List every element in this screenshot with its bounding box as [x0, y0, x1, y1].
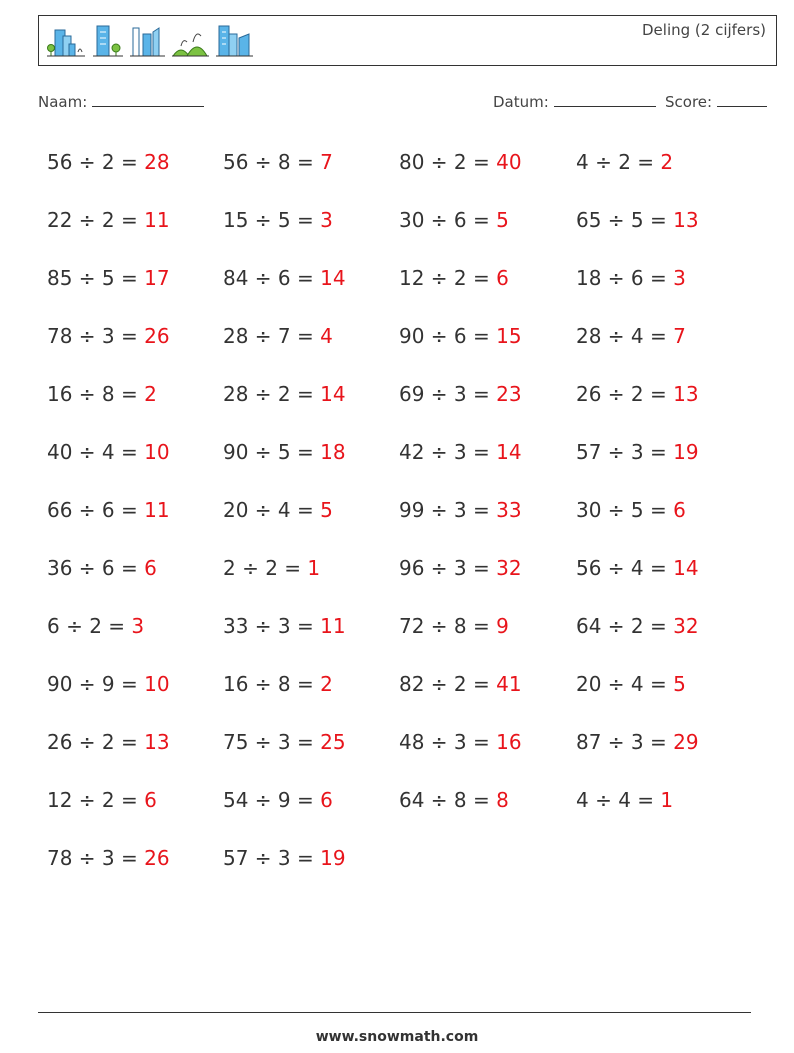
problem-question: 4 ÷ 2 = [576, 150, 661, 174]
problem-answer: 13 [673, 382, 699, 406]
problem-row [47, 140, 767, 198]
score-label: Score: [665, 93, 713, 111]
worksheet-title: Deling (2 cijfers) [642, 21, 766, 39]
problem-answer: 14 [496, 440, 522, 464]
problem-answer: 3 [320, 208, 333, 232]
skyscrapers-icon [129, 22, 167, 58]
division-problem [399, 198, 509, 242]
problem-answer: 14 [673, 556, 699, 580]
division-problem [47, 836, 170, 880]
problem-answer: 23 [496, 382, 522, 406]
division-problem [223, 488, 333, 532]
division-problem [399, 604, 509, 648]
division-problem [399, 256, 509, 300]
problem-answer: 10 [144, 672, 170, 696]
problem-answer: 13 [144, 730, 170, 754]
problem-answer: 10 [144, 440, 170, 464]
hills-trees-icon [171, 22, 211, 58]
problem-question: 85 ÷ 5 = [47, 266, 145, 290]
problem-question: 30 ÷ 6 = [399, 208, 497, 232]
division-problem [576, 372, 699, 416]
division-problem [399, 140, 522, 184]
division-problem [576, 778, 673, 822]
problem-answer: 32 [673, 614, 699, 638]
problem-answer: 6 [320, 788, 333, 812]
score-blank[interactable] [717, 92, 767, 107]
problem-question: 42 ÷ 3 = [399, 440, 497, 464]
problem-question: 28 ÷ 7 = [223, 324, 321, 348]
problem-answer: 4 [320, 324, 333, 348]
division-problem [223, 662, 333, 706]
problem-question: 26 ÷ 2 = [47, 730, 145, 754]
division-problem [576, 140, 673, 184]
division-problem [47, 778, 157, 822]
division-problem [399, 720, 522, 764]
problem-question: 16 ÷ 8 = [223, 672, 321, 696]
problem-answer: 2 [144, 382, 157, 406]
division-problem [47, 662, 170, 706]
division-problem [576, 604, 699, 648]
division-problem [399, 662, 522, 706]
problem-grid [47, 140, 767, 894]
problem-question: 82 ÷ 2 = [399, 672, 497, 696]
problem-question: 48 ÷ 3 = [399, 730, 497, 754]
division-problem [47, 430, 170, 474]
problem-answer: 6 [144, 788, 157, 812]
division-problem [47, 256, 170, 300]
problem-question: 16 ÷ 8 = [47, 382, 145, 406]
division-problem [223, 198, 333, 242]
problem-answer: 28 [144, 150, 170, 174]
problem-answer: 7 [673, 324, 686, 348]
problem-answer: 6 [673, 498, 686, 522]
division-problem [47, 372, 157, 416]
problem-question: 36 ÷ 6 = [47, 556, 145, 580]
problem-question: 78 ÷ 3 = [47, 846, 145, 870]
date-blank[interactable] [554, 92, 656, 107]
problem-question: 65 ÷ 5 = [576, 208, 674, 232]
footer-divider [38, 1012, 751, 1013]
problem-question: 12 ÷ 2 = [399, 266, 497, 290]
problem-question: 57 ÷ 3 = [576, 440, 674, 464]
office-towers-icon [215, 22, 255, 58]
problem-row [47, 198, 767, 256]
problem-answer: 11 [144, 208, 170, 232]
division-problem [223, 372, 346, 416]
problem-question: 90 ÷ 6 = [399, 324, 497, 348]
division-problem [223, 430, 346, 474]
problem-row [47, 720, 767, 778]
problem-question: 72 ÷ 8 = [399, 614, 497, 638]
problem-answer: 3 [131, 614, 145, 638]
problem-answer: 9 [496, 614, 509, 638]
problem-question: 64 ÷ 2 = [576, 614, 674, 638]
problem-question: 2 ÷ 2 = [223, 556, 308, 580]
problem-question: 28 ÷ 2 = [223, 382, 321, 406]
problem-row [47, 604, 767, 662]
problem-row [47, 662, 767, 720]
score-field[interactable] [665, 92, 767, 111]
problem-question: 56 ÷ 4 = [576, 556, 674, 580]
problem-question: 20 ÷ 4 = [576, 672, 674, 696]
problem-question: 30 ÷ 5 = [576, 498, 674, 522]
division-problem [576, 662, 686, 706]
problem-question: 12 ÷ 2 = [47, 788, 145, 812]
division-problem [47, 488, 170, 532]
city-buildings-icon [45, 22, 87, 58]
problem-question: 6 ÷ 2 = [47, 614, 132, 638]
problem-answer: 18 [320, 440, 346, 464]
division-problem [399, 546, 522, 590]
problem-row [47, 256, 767, 314]
problem-answer: 6 [496, 266, 509, 290]
problem-answer: 32 [496, 556, 522, 580]
division-problem [576, 314, 686, 358]
problem-question: 78 ÷ 3 = [47, 324, 145, 348]
problem-question: 18 ÷ 6 = [576, 266, 674, 290]
problem-answer: 19 [320, 846, 346, 870]
problem-question: 56 ÷ 8 = [223, 150, 321, 174]
division-problem [576, 430, 699, 474]
division-problem [576, 256, 686, 300]
problem-row [47, 778, 767, 836]
division-problem [47, 198, 170, 242]
problem-question: 22 ÷ 2 = [47, 208, 145, 232]
division-problem [47, 720, 170, 764]
division-problem [576, 720, 699, 764]
division-problem [223, 836, 346, 880]
problem-answer: 17 [144, 266, 170, 290]
problem-answer: 1 [660, 788, 674, 812]
problem-answer: 33 [496, 498, 522, 522]
problem-row [47, 314, 767, 372]
problem-question: 90 ÷ 5 = [223, 440, 321, 464]
problem-answer: 26 [144, 846, 170, 870]
problem-answer: 40 [496, 150, 522, 174]
problem-row [47, 488, 767, 546]
problem-answer: 5 [496, 208, 509, 232]
problem-question: 40 ÷ 4 = [47, 440, 145, 464]
division-problem [223, 720, 346, 764]
division-problem [399, 314, 522, 358]
problem-answer: 3 [673, 266, 686, 290]
division-problem [223, 314, 333, 358]
problem-question: 33 ÷ 3 = [223, 614, 321, 638]
problem-answer: 11 [144, 498, 170, 522]
problem-row [47, 430, 767, 488]
problem-question: 66 ÷ 6 = [47, 498, 145, 522]
problem-question: 75 ÷ 3 = [223, 730, 321, 754]
header-icons [45, 22, 259, 58]
problem-answer: 14 [320, 266, 346, 290]
tower-tree-icon [91, 22, 125, 58]
problem-answer: 13 [673, 208, 699, 232]
problem-answer: 41 [496, 672, 522, 696]
problem-question: 54 ÷ 9 = [223, 788, 321, 812]
problem-answer: 26 [144, 324, 170, 348]
problem-answer: 25 [320, 730, 346, 754]
problem-answer: 7 [320, 150, 333, 174]
division-problem [399, 778, 509, 822]
date-label: Datum: [493, 93, 549, 111]
division-problem [223, 604, 346, 648]
division-problem [399, 372, 522, 416]
problem-question: 56 ÷ 2 = [47, 150, 145, 174]
problem-answer: 2 [660, 150, 674, 174]
problem-question: 80 ÷ 2 = [399, 150, 497, 174]
problem-question: 20 ÷ 4 = [223, 498, 321, 522]
problem-answer: 29 [673, 730, 699, 754]
problem-row [47, 836, 767, 894]
problem-answer: 5 [320, 498, 333, 522]
division-problem [47, 314, 170, 358]
date-field[interactable] [493, 92, 656, 111]
problem-answer: 5 [673, 672, 686, 696]
division-problem [576, 546, 699, 590]
problem-answer: 11 [320, 614, 346, 638]
division-problem [399, 430, 522, 474]
footer-url: www.snowmath.com [315, 1029, 479, 1045]
problem-question: 90 ÷ 9 = [47, 672, 145, 696]
problem-question: 15 ÷ 5 = [223, 208, 321, 232]
problem-question: 57 ÷ 3 = [223, 846, 321, 870]
name-field[interactable] [38, 92, 204, 111]
division-problem [576, 198, 699, 242]
division-problem [47, 604, 144, 648]
division-problem [47, 140, 170, 184]
problem-answer: 6 [144, 556, 157, 580]
problem-row [47, 372, 767, 430]
name-blank[interactable] [92, 92, 204, 107]
problem-question: 96 ÷ 3 = [399, 556, 497, 580]
division-problem [223, 140, 333, 184]
division-problem [399, 488, 522, 532]
problem-answer: 16 [496, 730, 522, 754]
division-problem [223, 256, 346, 300]
problem-question: 84 ÷ 6 = [223, 266, 321, 290]
problem-answer: 19 [673, 440, 699, 464]
problem-question: 4 ÷ 4 = [576, 788, 661, 812]
worksheet-header [38, 15, 777, 66]
problem-answer: 2 [320, 672, 333, 696]
problem-answer: 15 [496, 324, 522, 348]
problem-answer: 8 [496, 788, 509, 812]
problem-question: 69 ÷ 3 = [399, 382, 497, 406]
division-problem [223, 546, 320, 590]
name-label: Naam: [38, 93, 88, 111]
problem-question: 64 ÷ 8 = [399, 788, 497, 812]
problem-question: 87 ÷ 3 = [576, 730, 674, 754]
problem-answer: 1 [307, 556, 321, 580]
division-problem [47, 546, 157, 590]
division-problem [223, 778, 333, 822]
division-problem [576, 488, 686, 532]
problem-row [47, 546, 767, 604]
problem-question: 26 ÷ 2 = [576, 382, 674, 406]
problem-question: 28 ÷ 4 = [576, 324, 674, 348]
problem-answer: 14 [320, 382, 346, 406]
problem-question: 99 ÷ 3 = [399, 498, 497, 522]
